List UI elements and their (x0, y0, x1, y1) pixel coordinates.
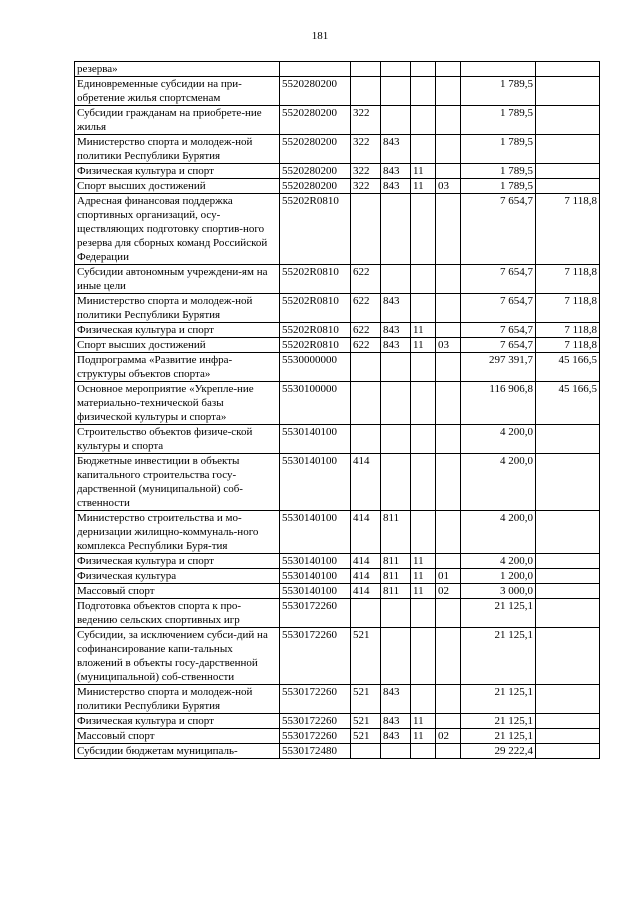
table-row (75, 425, 600, 454)
amount-cell: 1 200,0 (461, 569, 536, 584)
amount-cell: 21 125,1 (461, 599, 536, 628)
target-article-cell: 5520280200 (280, 106, 351, 135)
amount-cell: 21 125,1 (461, 685, 536, 714)
expense-type-cell: 521 (351, 685, 381, 714)
section-code-cell (411, 353, 436, 382)
ministry-code-cell: 843 (381, 179, 411, 194)
subsection-code-cell (436, 265, 461, 294)
row-name-cell: Адресная финансовая поддержка спортивных организаций, осу-ществляющих подготовку спортив-ного резерва для сборных команд Российской Федерации (75, 194, 280, 265)
amount-federal-cell: 7 118,8 (536, 323, 600, 338)
row-name-cell: резерва» (75, 62, 280, 77)
amount-cell: 7 654,7 (461, 265, 536, 294)
row-name-cell: Субсидии автономным учреждени-ям на иные цели (75, 265, 280, 294)
section-code-cell: 11 (411, 338, 436, 353)
target-article-cell: 5530140100 (280, 569, 351, 584)
budget-table (74, 61, 600, 759)
row-name-cell: Физическая культура и спорт (75, 164, 280, 179)
row-name-cell: Физическая культура и спорт (75, 714, 280, 729)
section-code-cell (411, 599, 436, 628)
section-code-cell (411, 382, 436, 425)
row-name-cell: Министерство спорта и молодеж-ной политики Республики Бурятия (75, 135, 280, 164)
section-code-cell (411, 62, 436, 77)
table-row (75, 265, 600, 294)
amount-cell: 21 125,1 (461, 714, 536, 729)
ministry-code-cell (381, 77, 411, 106)
amount-cell: 7 654,7 (461, 338, 536, 353)
table-row (75, 554, 600, 569)
section-code-cell (411, 194, 436, 265)
ministry-code-cell: 843 (381, 294, 411, 323)
amount-federal-cell: 7 118,8 (536, 338, 600, 353)
expense-type-cell: 521 (351, 714, 381, 729)
amount-federal-cell (536, 135, 600, 164)
ministry-code-cell: 811 (381, 554, 411, 569)
ministry-code-cell (381, 599, 411, 628)
expense-type-cell: 521 (351, 628, 381, 685)
subsection-code-cell (436, 628, 461, 685)
expense-type-cell: 414 (351, 511, 381, 554)
subsection-code-cell (436, 106, 461, 135)
table-row (75, 62, 600, 77)
row-name-cell: Бюджетные инвестиции в объекты капитального строительства госу-дарственной (муниципальной) соб-ственности (75, 454, 280, 511)
amount-federal-cell (536, 106, 600, 135)
amount-federal-cell (536, 744, 600, 759)
subsection-code-cell: 03 (436, 338, 461, 353)
amount-cell: 4 200,0 (461, 425, 536, 454)
amount-federal-cell (536, 729, 600, 744)
amount-cell: 29 222,4 (461, 744, 536, 759)
target-article-cell: 5530172260 (280, 714, 351, 729)
row-name-cell: Министерство строительства и мо-дернизации жилищно-коммуналь-ного комплекса Республики Буря-тия (75, 511, 280, 554)
amount-cell: 7 654,7 (461, 194, 536, 265)
ministry-code-cell: 843 (381, 135, 411, 164)
table-row (75, 338, 600, 353)
amount-cell: 4 200,0 (461, 511, 536, 554)
expense-type-cell: 322 (351, 106, 381, 135)
amount-federal-cell (536, 569, 600, 584)
amount-cell: 1 789,5 (461, 164, 536, 179)
ministry-code-cell (381, 744, 411, 759)
ministry-code-cell (381, 194, 411, 265)
subsection-code-cell (436, 554, 461, 569)
expense-type-cell (351, 62, 381, 77)
section-code-cell: 11 (411, 714, 436, 729)
expense-type-cell: 622 (351, 323, 381, 338)
subsection-code-cell (436, 77, 461, 106)
amount-cell: 21 125,1 (461, 729, 536, 744)
ministry-code-cell: 843 (381, 338, 411, 353)
subsection-code-cell (436, 164, 461, 179)
target-article-cell: 5520280200 (280, 77, 351, 106)
table-body (75, 62, 600, 759)
amount-federal-cell (536, 599, 600, 628)
ministry-code-cell (381, 628, 411, 685)
table-row (75, 382, 600, 425)
table-row (75, 77, 600, 106)
page-number: 181 (311, 30, 329, 42)
row-name-cell: Строительство объектов физиче-ской культуры и спорта (75, 425, 280, 454)
ministry-code-cell: 843 (381, 729, 411, 744)
target-article-cell: 5530140100 (280, 425, 351, 454)
amount-federal-cell (536, 714, 600, 729)
subsection-code-cell: 01 (436, 569, 461, 584)
target-article-cell: 55202R0810 (280, 323, 351, 338)
amount-federal-cell (536, 554, 600, 569)
target-article-cell: 55202R0810 (280, 194, 351, 265)
expense-type-cell: 414 (351, 454, 381, 511)
row-name-cell: Субсидии бюджетам муниципаль- (75, 744, 280, 759)
expense-type-cell (351, 353, 381, 382)
amount-federal-cell: 7 118,8 (536, 194, 600, 265)
table-row (75, 194, 600, 265)
subsection-code-cell (436, 714, 461, 729)
expense-type-cell: 322 (351, 135, 381, 164)
expense-type-cell (351, 599, 381, 628)
target-article-cell: 5530140100 (280, 554, 351, 569)
table-row (75, 323, 600, 338)
subsection-code-cell (436, 599, 461, 628)
amount-federal-cell (536, 77, 600, 106)
target-article-cell: 5530140100 (280, 454, 351, 511)
table-row (75, 454, 600, 511)
ministry-code-cell (381, 454, 411, 511)
subsection-code-cell: 03 (436, 179, 461, 194)
expense-type-cell: 521 (351, 729, 381, 744)
ministry-code-cell: 843 (381, 323, 411, 338)
subsection-code-cell (436, 511, 461, 554)
row-name-cell: Единовременные субсидии на при-обретение жилья спортсменам (75, 77, 280, 106)
row-name-cell: Основное мероприятие «Укрепле-ние материально-технической базы физической культуры и спорта» (75, 382, 280, 425)
section-code-cell (411, 294, 436, 323)
expense-type-cell: 414 (351, 554, 381, 569)
table-row (75, 135, 600, 164)
expense-type-cell: 622 (351, 294, 381, 323)
amount-federal-cell (536, 164, 600, 179)
amount-cell: 21 125,1 (461, 628, 536, 685)
row-name-cell: Массовый спорт (75, 729, 280, 744)
expense-type-cell: 322 (351, 164, 381, 179)
section-code-cell (411, 425, 436, 454)
subsection-code-cell: 02 (436, 584, 461, 599)
table-row (75, 569, 600, 584)
amount-federal-cell (536, 179, 600, 194)
target-article-cell: 55202R0810 (280, 338, 351, 353)
row-name-cell: Физическая культура (75, 569, 280, 584)
expense-type-cell: 322 (351, 179, 381, 194)
section-code-cell: 11 (411, 729, 436, 744)
section-code-cell: 11 (411, 323, 436, 338)
table-row (75, 599, 600, 628)
table-row (75, 714, 600, 729)
target-article-cell: 5530172260 (280, 599, 351, 628)
section-code-cell: 11 (411, 584, 436, 599)
section-code-cell: 11 (411, 179, 436, 194)
amount-federal-cell (536, 685, 600, 714)
ministry-code-cell: 843 (381, 714, 411, 729)
section-code-cell: 11 (411, 569, 436, 584)
target-article-cell: 5520280200 (280, 135, 351, 164)
amount-cell: 1 789,5 (461, 179, 536, 194)
expense-type-cell (351, 382, 381, 425)
subsection-code-cell (436, 323, 461, 338)
target-article-cell: 55202R0810 (280, 294, 351, 323)
row-name-cell: Спорт высших достижений (75, 179, 280, 194)
ministry-code-cell: 811 (381, 584, 411, 599)
section-code-cell (411, 744, 436, 759)
subsection-code-cell (436, 744, 461, 759)
table-row (75, 164, 600, 179)
subsection-code-cell (436, 382, 461, 425)
amount-cell: 7 654,7 (461, 323, 536, 338)
section-code-cell (411, 685, 436, 714)
target-article-cell (280, 62, 351, 77)
ministry-code-cell (381, 106, 411, 135)
target-article-cell: 5530000000 (280, 353, 351, 382)
expense-type-cell (351, 744, 381, 759)
target-article-cell: 5530172260 (280, 628, 351, 685)
expense-type-cell: 414 (351, 569, 381, 584)
amount-cell: 297 391,7 (461, 353, 536, 382)
table-row (75, 294, 600, 323)
amount-cell (461, 62, 536, 77)
subsection-code-cell (436, 685, 461, 714)
table-row (75, 511, 600, 554)
ministry-code-cell: 843 (381, 685, 411, 714)
subsection-code-cell (436, 194, 461, 265)
subsection-code-cell (436, 62, 461, 77)
ministry-code-cell: 843 (381, 164, 411, 179)
section-code-cell (411, 511, 436, 554)
amount-cell: 1 789,5 (461, 135, 536, 164)
expense-type-cell (351, 194, 381, 265)
ministry-code-cell (381, 265, 411, 294)
expense-type-cell: 414 (351, 584, 381, 599)
amount-federal-cell (536, 511, 600, 554)
row-name-cell: Физическая культура и спорт (75, 554, 280, 569)
amount-federal-cell (536, 425, 600, 454)
target-article-cell: 5530140100 (280, 511, 351, 554)
ministry-code-cell (381, 382, 411, 425)
target-article-cell: 5530172480 (280, 744, 351, 759)
row-name-cell: Подготовка объектов спорта к про-ведению сельских спортивных игр (75, 599, 280, 628)
expense-type-cell (351, 77, 381, 106)
amount-federal-cell (536, 62, 600, 77)
section-code-cell: 11 (411, 164, 436, 179)
amount-cell: 116 906,8 (461, 382, 536, 425)
row-name-cell: Физическая культура и спорт (75, 323, 280, 338)
amount-federal-cell: 45 166,5 (536, 382, 600, 425)
row-name-cell: Спорт высших достижений (75, 338, 280, 353)
section-code-cell (411, 454, 436, 511)
amount-cell: 3 000,0 (461, 584, 536, 599)
amount-federal-cell (536, 584, 600, 599)
expense-type-cell: 622 (351, 338, 381, 353)
target-article-cell: 5530172260 (280, 729, 351, 744)
amount-cell: 4 200,0 (461, 454, 536, 511)
subsection-code-cell (436, 425, 461, 454)
amount-federal-cell: 7 118,8 (536, 294, 600, 323)
ministry-code-cell (381, 62, 411, 77)
table-row (75, 628, 600, 685)
ministry-code-cell: 811 (381, 511, 411, 554)
target-article-cell: 5530100000 (280, 382, 351, 425)
row-name-cell: Министерство спорта и молодеж-ной политики Республики Бурятия (75, 685, 280, 714)
subsection-code-cell (436, 294, 461, 323)
table-row (75, 353, 600, 382)
amount-cell: 1 789,5 (461, 77, 536, 106)
target-article-cell: 55202R0810 (280, 265, 351, 294)
table-row (75, 744, 600, 759)
table-row (75, 584, 600, 599)
section-code-cell (411, 265, 436, 294)
expense-type-cell (351, 425, 381, 454)
section-code-cell (411, 135, 436, 164)
row-name-cell: Массовый спорт (75, 584, 280, 599)
section-code-cell (411, 628, 436, 685)
ministry-code-cell (381, 353, 411, 382)
amount-cell: 1 789,5 (461, 106, 536, 135)
target-article-cell: 5530140100 (280, 584, 351, 599)
subsection-code-cell (436, 135, 461, 164)
subsection-code-cell (436, 454, 461, 511)
target-article-cell: 5530172260 (280, 685, 351, 714)
amount-federal-cell: 45 166,5 (536, 353, 600, 382)
expense-type-cell: 622 (351, 265, 381, 294)
amount-cell: 7 654,7 (461, 294, 536, 323)
amount-federal-cell: 7 118,8 (536, 265, 600, 294)
amount-federal-cell (536, 628, 600, 685)
table-row (75, 685, 600, 714)
target-article-cell: 5520280200 (280, 179, 351, 194)
ministry-code-cell (381, 425, 411, 454)
table-row (75, 729, 600, 744)
table-row (75, 106, 600, 135)
row-name-cell: Субсидии, за исключением субси-дий на софинансирование капи-тальных вложений в объекты госу-дарственной (муниципальной) соб-ственности (75, 628, 280, 685)
subsection-code-cell: 02 (436, 729, 461, 744)
subsection-code-cell (436, 353, 461, 382)
amount-cell: 4 200,0 (461, 554, 536, 569)
section-code-cell: 11 (411, 554, 436, 569)
row-name-cell: Субсидии гражданам на приобрете-ние жилья (75, 106, 280, 135)
section-code-cell (411, 106, 436, 135)
table-row (75, 179, 600, 194)
row-name-cell: Министерство спорта и молодеж-ной политики Республики Бурятия (75, 294, 280, 323)
target-article-cell: 5520280200 (280, 164, 351, 179)
ministry-code-cell: 811 (381, 569, 411, 584)
amount-federal-cell (536, 454, 600, 511)
section-code-cell (411, 77, 436, 106)
row-name-cell: Подпрограмма «Развитие инфра-структуры объектов спорта» (75, 353, 280, 382)
